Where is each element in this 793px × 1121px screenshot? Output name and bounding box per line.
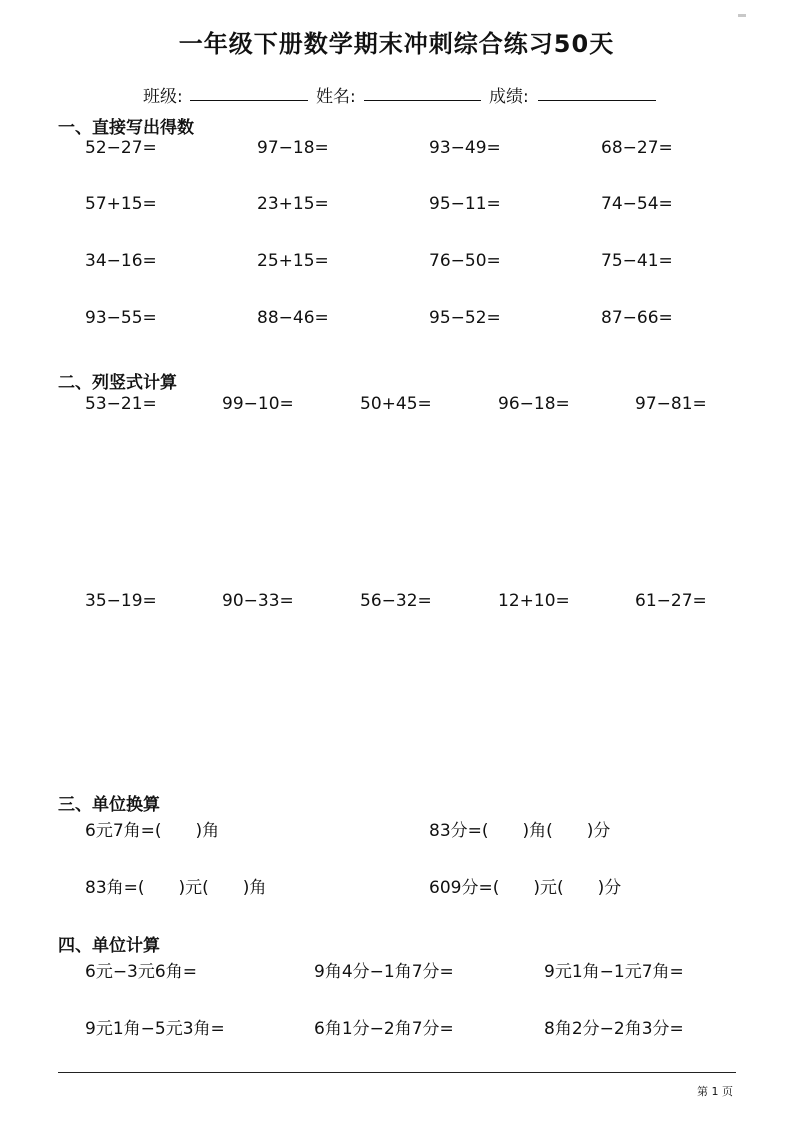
problem-item: 9元1角−1元7角= [544,962,684,982]
problem-item: 76−50= [429,251,501,271]
page-number: 第 1 页 [697,1085,733,1098]
problem-item: 52−27= [85,138,157,158]
problem-item: 96−18= [498,394,570,414]
problem-item: 35−19= [85,591,157,611]
problem-item: 609分=( )元( )分 [429,878,622,898]
section-heading: 二、列竖式计算 [58,373,177,393]
problem-item: 8角2分−2角3分= [544,1019,684,1039]
footer-rule [58,1072,736,1073]
problem-item: 9元1角−5元3角= [85,1019,225,1039]
problem-item: 9角4分−1角7分= [314,962,454,982]
problem-item: 6元7角=( )角 [85,821,220,841]
class-label: 班级: [143,87,183,107]
page-title: 一年级下册数学期末冲刺综合练习50天 [178,30,615,58]
section-heading: 四、单位计算 [58,936,160,956]
problem-item: 93−49= [429,138,501,158]
name-blank[interactable] [364,100,481,101]
problem-item: 83分=( )角( )分 [429,821,611,841]
problem-item: 95−52= [429,308,501,328]
scan-mark [738,14,746,17]
problem-item: 97−81= [635,394,707,414]
score-label: 成绩: [489,87,529,107]
problem-item: 93−55= [85,308,157,328]
class-blank[interactable] [190,100,308,101]
problem-item: 61−27= [635,591,707,611]
problem-item: 88−46= [257,308,329,328]
section-heading: 三、单位换算 [58,795,160,815]
problem-item: 74−54= [601,194,673,214]
problem-item: 75−41= [601,251,673,271]
problem-item: 6角1分−2角7分= [314,1019,454,1039]
problem-item: 87−66= [601,308,673,328]
problem-item: 25+15= [257,251,329,271]
problem-item: 6元−3元6角= [85,962,197,982]
problem-item: 99−10= [222,394,294,414]
problem-item: 34−16= [85,251,157,271]
problem-item: 23+15= [257,194,329,214]
problem-item: 56−32= [360,591,432,611]
problem-item: 50+45= [360,394,432,414]
problem-item: 68−27= [601,138,673,158]
problem-item: 53−21= [85,394,157,414]
problem-item: 90−33= [222,591,294,611]
score-blank[interactable] [538,100,656,101]
problem-item: 83角=( )元( )角 [85,878,267,898]
name-label: 姓名: [316,87,356,107]
problem-item: 97−18= [257,138,329,158]
problem-item: 95−11= [429,194,501,214]
section-heading: 一、直接写出得数 [58,118,194,138]
problem-item: 57+15= [85,194,157,214]
problem-item: 12+10= [498,591,570,611]
